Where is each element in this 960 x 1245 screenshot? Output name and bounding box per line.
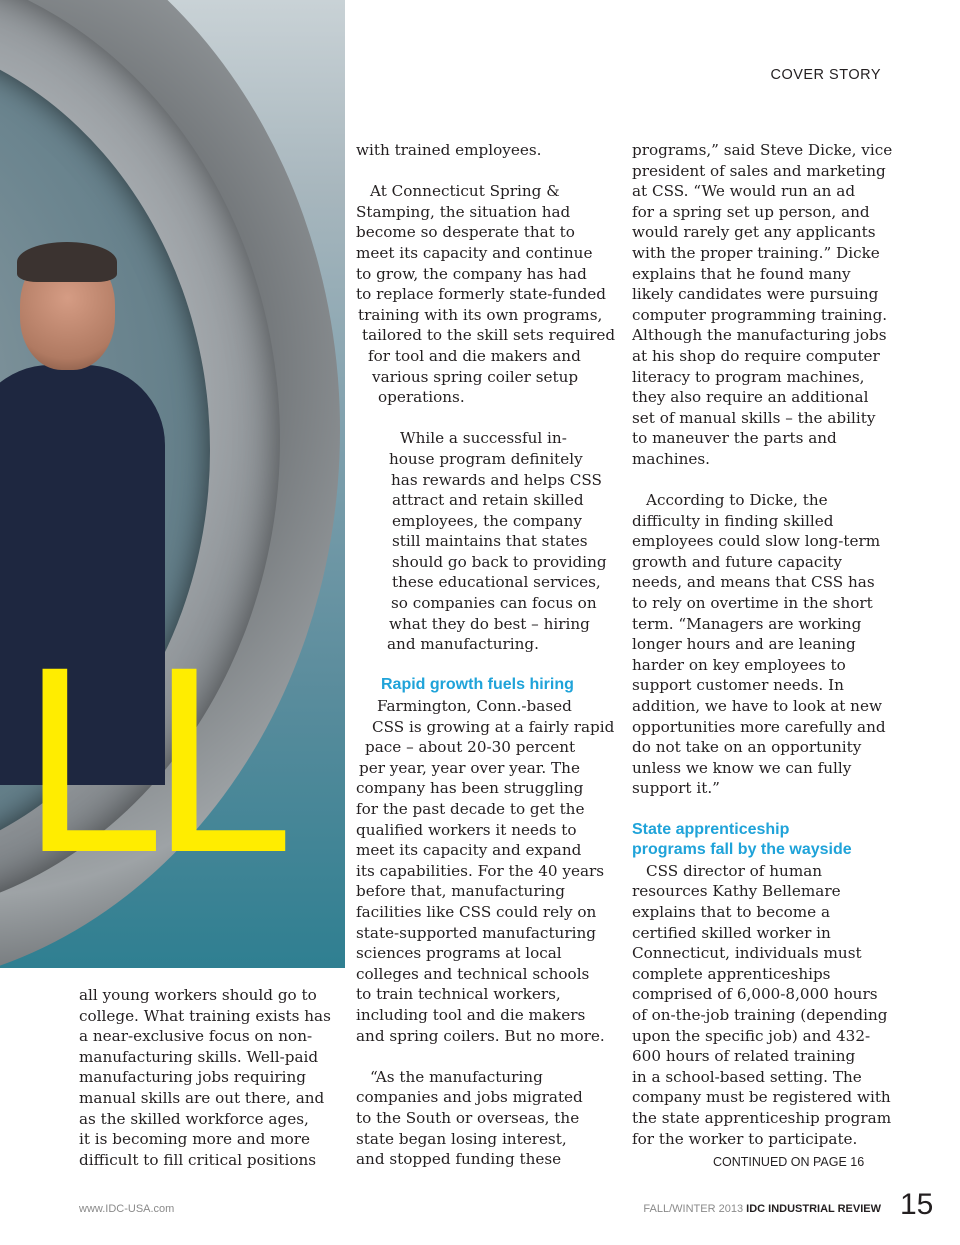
text-line: these educational services, — [392, 573, 601, 592]
text-line: before that, manufacturing — [356, 882, 565, 901]
text-line: manufacturing skills. Well-paid — [79, 1047, 319, 1066]
issue-date: FALL/WINTER 2013 — [643, 1203, 744, 1215]
text-line: as the skilled workforce ages, — [79, 1109, 309, 1128]
text-line: to replace formerly state-funded — [356, 285, 607, 304]
text-line: sciences programs at local — [356, 944, 562, 963]
text-line: they also require an additional — [632, 388, 869, 407]
text-line: comprised of 6,000-8,000 hours — [632, 985, 878, 1004]
mid-paragraph-2 — [356, 181, 616, 408]
text-line: become so desperate that to — [356, 223, 575, 242]
text-line: operations. — [378, 388, 465, 407]
text-line: pace – about 20-30 percent — [365, 738, 576, 757]
decorative-letters: LL — [18, 619, 277, 910]
text-line: According to Dicke, the — [646, 491, 828, 510]
text-line: While a successful in- — [400, 429, 567, 448]
text-line: company must be registered with — [632, 1088, 891, 1107]
text-line: has rewards and helps CSS — [391, 470, 602, 489]
text-line: it is becoming more and more — [79, 1130, 311, 1149]
mid-paragraph-5 — [356, 1067, 611, 1170]
text-line: what they do best – hiring — [389, 614, 590, 633]
text-line: computer programming training. — [632, 305, 888, 324]
subhead-apprenticeship-line-1: State apprenticeship — [632, 820, 790, 838]
text-line: all young workers should go to — [79, 986, 317, 1004]
text-line: meet its capacity and expand — [356, 841, 582, 860]
publication-name: IDC INDUSTRIAL REVIEW — [746, 1203, 881, 1215]
text-line: to rely on overtime in the short — [632, 594, 873, 613]
left-paragraph — [79, 985, 329, 1170]
text-line: for a spring set up person, and — [632, 202, 870, 221]
text-line: for the past decade to get the — [356, 800, 585, 818]
right-column — [632, 140, 893, 1149]
text-line: set of manual skills – the ability — [632, 408, 876, 427]
left-column — [79, 985, 329, 1170]
text-line: to maneuver the parts and — [632, 429, 837, 448]
text-line: including tool and die makers — [356, 1005, 586, 1024]
text-line: with trained employees. — [356, 141, 542, 159]
text-line: still maintains that states — [392, 532, 588, 551]
text-line: various spring coiler setup — [372, 367, 579, 386]
text-line: likely candidates were pursuing — [632, 285, 879, 304]
text-line: Connecticut, individuals must — [632, 944, 862, 963]
text-line: and manufacturing. — [387, 635, 539, 654]
text-line: 600 hours of related training — [632, 1047, 856, 1066]
text-line: Stamping, the situation had — [356, 202, 571, 221]
text-line: Although the manufacturing jobs — [632, 326, 887, 345]
text-line: resources Kathy Bellemare — [632, 882, 841, 901]
text-line: needs, and means that CSS has — [632, 573, 875, 592]
text-line: opportunities more carefully and — [632, 717, 886, 736]
text-line: a near-exclusive focus on non- — [79, 1027, 313, 1046]
text-line: and stopped funding these — [356, 1150, 562, 1169]
text-line: its capabilities. For the 40 years — [356, 861, 605, 880]
text-line: so companies can focus on — [391, 594, 597, 613]
text-line: manual skills are out there, and — [79, 1088, 325, 1107]
right-paragraph-1 — [632, 140, 893, 470]
footer-url: www.IDC-USA.com — [79, 1203, 175, 1215]
text-line: should go back to providing — [392, 552, 607, 571]
text-line: term. “Managers are working — [632, 614, 862, 633]
text-line: per year, year over year. The — [359, 758, 580, 777]
text-line: do not take on an opportunity — [632, 738, 862, 757]
text-line: literacy to program machines, — [632, 367, 865, 386]
text-line: at CSS. “We would run an ad — [632, 182, 856, 201]
text-line: companies and jobs migrated — [356, 1088, 583, 1107]
continued-notice: CONTINUED ON PAGE 16 — [713, 1155, 865, 1169]
text-line: growth and future capacity — [632, 552, 842, 571]
text-line: and spring coilers. But no more. — [356, 1026, 605, 1045]
text-line: upon the specific job) and 432- — [632, 1026, 871, 1045]
text-line: certified skilled worker in — [632, 923, 831, 942]
text-line: company has been struggling — [356, 779, 584, 798]
right-paragraph-2 — [632, 490, 887, 799]
text-line: to the South or overseas, the — [356, 1108, 580, 1127]
text-line: would rarely get any applicants — [632, 223, 876, 242]
subhead-rapid-growth: Rapid growth fuels hiring — [381, 676, 574, 694]
text-line: to grow, the company has had — [356, 264, 587, 283]
text-line: longer hours and are leaning — [632, 635, 856, 654]
text-line: difficult to fill critical positions — [79, 1150, 317, 1169]
section-label: COVER STORY — [770, 67, 881, 83]
footer-issue — [643, 1203, 881, 1215]
text-line: machines. — [632, 449, 710, 468]
text-line: for the worker to participate. — [632, 1129, 858, 1148]
text-line: employees, the company — [392, 511, 583, 530]
text-line: the state apprenticeship program — [632, 1108, 892, 1127]
text-line: president of sales and marketing — [632, 161, 886, 180]
text-line: Farmington, Conn.-based — [377, 697, 572, 716]
text-line: of on-the-job training (depending — [632, 1005, 888, 1024]
text-line: explains that to become a — [632, 902, 831, 921]
text-line: to train technical workers, — [356, 985, 561, 1004]
text-line: addition, we have to look at new — [632, 697, 882, 716]
text-line: explains that he found many — [632, 264, 851, 283]
text-line: training with its own programs, — [358, 305, 603, 324]
text-line: CSS director of human — [646, 861, 823, 880]
middle-column — [356, 140, 616, 1170]
page-number: 15 — [900, 1188, 934, 1221]
text-line: harder on key employees to — [632, 655, 846, 674]
text-line: state began losing interest, — [356, 1129, 567, 1148]
text-line: colleges and technical schools — [356, 964, 590, 983]
text-line: difficulty in finding skilled — [632, 511, 834, 530]
text-line: facilities like CSS could rely on — [356, 902, 597, 921]
right-paragraph-3 — [632, 861, 892, 1149]
text-line: support it.” — [632, 779, 720, 798]
text-line: at his shop do require computer — [632, 346, 880, 365]
text-line: employees could slow long-term — [632, 532, 881, 551]
text-line: CSS is growing at a fairly rapid — [372, 717, 615, 736]
text-line: complete apprenticeships — [632, 964, 831, 983]
text-line: unless we know we can fully — [632, 758, 852, 777]
text-line: tailored to the skill sets required — [362, 326, 616, 345]
text-line: meet its capacity and continue — [356, 243, 593, 262]
text-line: manufacturing jobs requiring — [79, 1068, 306, 1087]
person-hair — [17, 242, 117, 282]
subhead-apprenticeship-line-2: programs fall by the wayside — [632, 841, 852, 859]
text-line: “As the manufacturing — [370, 1067, 543, 1086]
text-line: programs,” said Steve Dicke, vice — [632, 141, 893, 159]
text-line: with the proper training.” Dicke — [632, 243, 880, 262]
text-line: college. What training exists has — [79, 1006, 331, 1025]
mid-paragraph-4 — [356, 696, 615, 1046]
text-line: qualified workers it needs to — [356, 820, 577, 839]
text-line: in a school-based setting. The — [632, 1067, 862, 1086]
text-line: state-supported manufacturing — [356, 923, 596, 942]
text-line: support customer needs. In — [632, 676, 844, 695]
text-line: for tool and die makers and — [368, 346, 581, 365]
mid-paragraph-1 — [356, 140, 611, 161]
text-line: house program definitely — [389, 449, 583, 468]
text-line: At Connecticut Spring & — [370, 182, 560, 201]
mid-paragraph-3 — [356, 428, 611, 655]
text-line: attract and retain skilled — [392, 491, 584, 510]
